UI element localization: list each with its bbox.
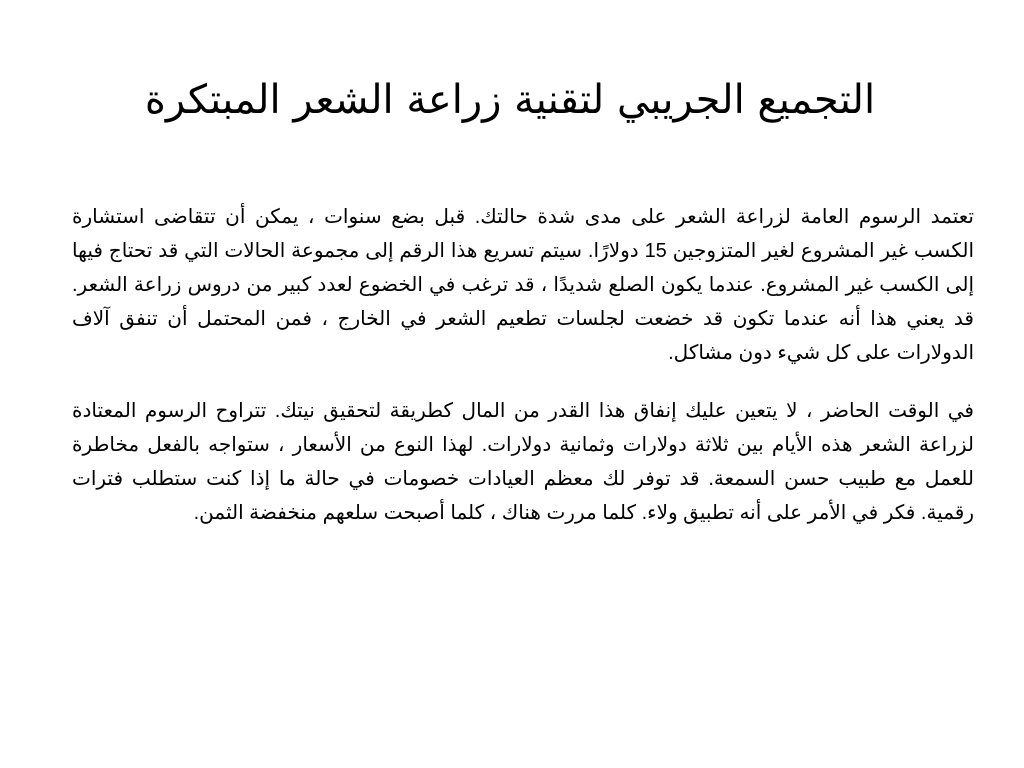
- body-paragraph-1: تعتمد الرسوم العامة لزراعة الشعر على مدى شدة حالتك. قبل بضع سنوات ، يمكن أن تتقاضى استشارة الكسب غير المشروع لغير المتزوجين 15 دولارًا. سيتم تسريع هذا الرقم إلى مجموعة الحالات التي قد تحتاج فيها إلى الكسب غير المشروع. عندما يكون الصلع شديدًا ، قد ترغب في الخضوع لعدد كبير من دروس زراعة الشعر. قد يعني هذا أنه عندما تكون قد خضعت لجلسات تطعيم الشعر في الخارج ، فمن المحتمل أن تنفق آلاف الدولارات على كل شيء دون مشاكل.: [72, 206, 975, 364]
- slide-title: التجميع الجريبي لتقنية زراعة الشعر المبتكرة: [144, 77, 876, 123]
- body-paragraph-2: في الوقت الحاضر ، لا يتعين عليك إنفاق هذا القدر من المال كطريقة لتحقيق نيتك. تتراوح الرسوم المعتادة لزراعة الشعر هذه الأيام بين ثلاثة دولارات وثمانية دولارات. لهذا النوع من الأسعار ، ستواجه بالفعل مخاطرة للعمل مع طبيب حسن السمعة. قد توفر لك معظم العيادات خصومات في حالة ما إذا كنت ستطلب فترات رقمية. فكر في الأمر على أنه تطبيق ولاء. كلما مررت هناك ، كلما أصبحت سلعهم منخفضة الثمن.: [72, 400, 974, 524]
- slide-body: [72, 200, 974, 554]
